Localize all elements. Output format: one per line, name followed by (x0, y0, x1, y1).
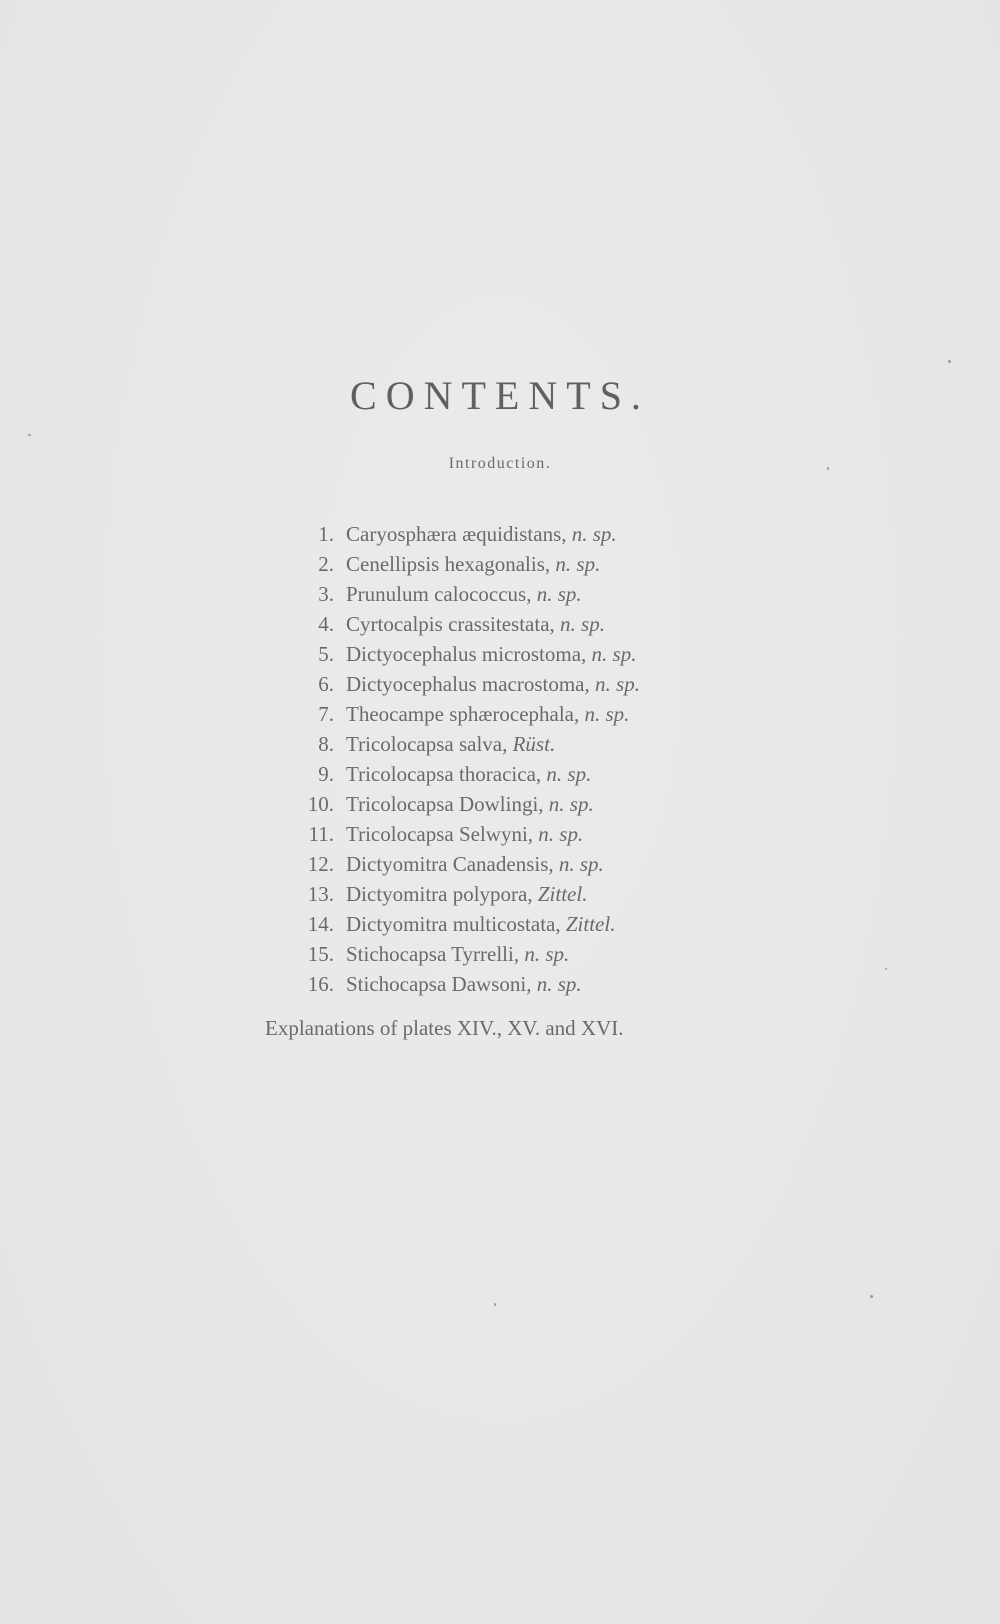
entry-number: 13. (307, 882, 334, 906)
entry-number: 8. (318, 732, 334, 756)
page-title: CONTENTS. (350, 373, 650, 418)
entry-number: 11. (308, 822, 334, 846)
contents-entry (270, 729, 770, 759)
contents-entry (270, 879, 770, 909)
entry-qualifier: n. sp. (546, 762, 592, 786)
contents-entry (270, 639, 770, 669)
entry-number: 5. (318, 642, 334, 666)
entry-qualifier: Rüst. (512, 732, 556, 756)
contents-entry (270, 669, 770, 699)
paper-speck (28, 434, 31, 436)
entry-qualifier: Zittel. (537, 882, 588, 906)
entry-qualifier: n. sp. (548, 792, 594, 816)
contents-entry (270, 939, 770, 969)
entry-number: 15. (307, 942, 334, 966)
entry-species-name: Cenellipsis hexagonalis, (346, 552, 551, 576)
contents-entry (270, 909, 770, 939)
entry-number: 1. (318, 522, 334, 546)
entry-species-name: Cyrtocalpis crassitestata, (346, 612, 555, 636)
entry-species-name: Stichocapsa Tyrrelli, (346, 942, 520, 966)
entry-species-name: Dictyocephalus microstoma, (346, 642, 587, 666)
contents-entry (270, 579, 770, 609)
entry-qualifier: n. sp. (591, 642, 637, 666)
entry-number: 12. (307, 852, 334, 876)
entry-species-name: Dictyomitra Canadensis, (346, 852, 554, 876)
entry-species-name: Tricolocapsa Dowlingi, (346, 792, 544, 816)
entry-species-name: Caryosphæra æquidistans, (346, 522, 567, 546)
entry-species-name: Tricolocapsa thoracica, (346, 762, 542, 786)
entry-qualifier: n. sp. (595, 672, 640, 696)
entry-species-name: Prunulum calococcus, (346, 582, 532, 606)
entry-number: 10. (307, 792, 334, 816)
entry-number: 9. (318, 762, 334, 786)
entry-species-name: Dictyocephalus macrostoma, (346, 672, 590, 696)
entry-number: 7. (318, 702, 334, 726)
entry-qualifier: n. sp. (524, 942, 570, 966)
entry-species-name: Tricolocapsa Selwyni, (346, 822, 534, 846)
entry-number: 3. (318, 582, 334, 606)
paper-speck (870, 1295, 873, 1298)
entry-species-name: Theocampe sphærocephala, (346, 702, 580, 726)
paper-speck (827, 467, 829, 470)
entry-qualifier: n. sp. (571, 522, 617, 546)
contents-entry (270, 969, 770, 999)
section-heading: Introduction. (448, 455, 552, 472)
entry-qualifier: n. sp. (560, 612, 605, 636)
entry-qualifier: n. sp. (538, 822, 584, 846)
plates-explanation-entry: Explanations of plates XIV., XV. and XVI. (265, 1016, 624, 1040)
entry-species-name: Tricolocapsa salva, (346, 732, 508, 756)
entry-qualifier: n. sp. (536, 972, 582, 996)
entry-qualifier: Zittel. (565, 912, 616, 936)
contents-entry (270, 699, 770, 729)
contents-entry (270, 849, 770, 879)
entry-species-name: Dictyomitra polypora, (346, 882, 533, 906)
entry-species-name: Stichocapsa Dawsoni, (346, 972, 532, 996)
paper-speck (948, 360, 951, 363)
paper-speck (885, 968, 887, 970)
entry-qualifier: n. sp. (584, 702, 630, 726)
entry-number: 2. (318, 552, 334, 576)
contents-entry (270, 609, 770, 639)
contents-entry (270, 519, 770, 549)
entry-number: 16. (307, 972, 334, 996)
entry-qualifier: n. sp. (536, 582, 582, 606)
contents-entry (270, 759, 770, 789)
contents-entry (270, 549, 770, 579)
contents-list (270, 519, 770, 999)
entry-qualifier: n. sp. (555, 552, 601, 576)
contents-entry (270, 789, 770, 819)
entry-qualifier: n. sp. (558, 852, 604, 876)
paper-speck (494, 1303, 496, 1306)
entry-number: 6. (318, 672, 334, 696)
entry-number: 4. (318, 612, 334, 636)
entry-species-name: Dictyomitra multicostata, (346, 912, 561, 936)
contents-entry (270, 819, 770, 849)
entry-number: 14. (307, 912, 334, 936)
